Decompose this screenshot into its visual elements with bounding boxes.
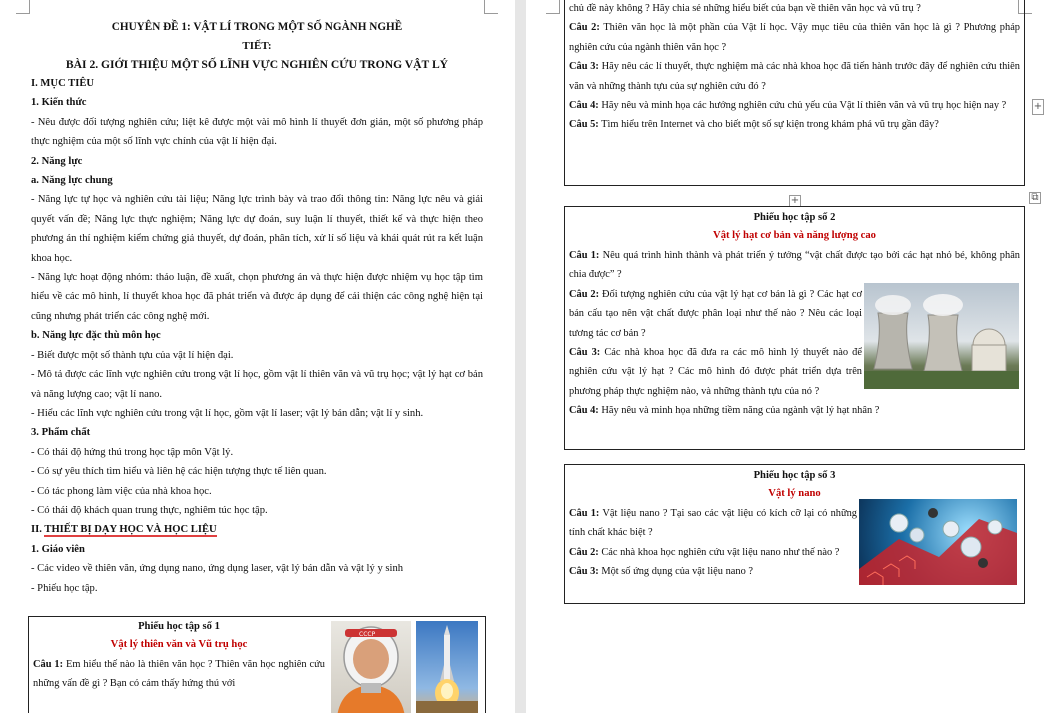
teacher-item-1: - Các video về thiên văn, ứng dụng nano, ứng dụng laser, vật lý bán dẫn và vật lý y sinh xyxy=(31,563,404,575)
worksheet-3-box xyxy=(564,464,1025,604)
worksheet-2-question-2 xyxy=(569,285,862,343)
question-text: Tìm hiểu trên Internet và cho biết một số sự kiện trong khám phá vũ trụ gần đây? xyxy=(601,119,939,131)
question-text: Hãy nêu và minh họa các hướng nghiên cứu chủ yếu của Vật lí thiên văn và vũ trụ học hiện nay ? xyxy=(601,100,1007,112)
worksheet-2-question-3 xyxy=(569,343,862,401)
quality-item-1: - Có thái độ hứng thú trong học tập môn Vật lý. xyxy=(31,446,234,458)
quality-item-3: - Có tác phong làm việc của nhà khoa học. xyxy=(31,485,212,497)
question-label: Câu 2: xyxy=(569,288,600,300)
worksheet-2-question-4 xyxy=(569,401,1020,420)
specific-item-1: - Biết được một số thành tựu của vật lí hiện đại. xyxy=(31,349,234,361)
specific-item-2: - Mô tả được các lĩnh vực nghiên cứu trong vật lí học, gồm vật lí thiên văn và vũ trụ học; vật lý hạt cơ bản và năng lượng cao; vật lí nano. xyxy=(31,369,483,400)
general-competence-paragraph: - Năng lực tự học và nghiên cứu tài liệu; Năng lực trình bày và trao đổi thông tin: Năng lực nêu và giải quyết vấn đề; Năng lực thực nghiệm; Năng lực dự đoán, suy luận lí thuyết, thiết kế và thực hiện theo phương án thí nghiệm kiểm chứng giả thuyết, dự đoán, phân tích, xử lí số liệu và khái quát rút ra kết luận khoa học. xyxy=(31,194,483,264)
worksheet-3-title: Phiếu học tập số 3 xyxy=(753,470,836,481)
table-add-column-plus-icon[interactable]: + xyxy=(1032,99,1044,115)
question-label: Câu 1: xyxy=(33,659,64,670)
quality-item-4: - Có thái độ khách quan trung thực, nghiêm túc học tập. xyxy=(31,504,268,516)
rocket-launch-image xyxy=(416,621,478,713)
worksheet-1-question-1 xyxy=(33,655,325,694)
section-objectives-heading: I. MỤC TIÊU xyxy=(31,78,95,89)
knowledge-paragraph: - Nêu được đối tượng nghiên cứu; liệt kê được một vài mô hình lí thuyết đơn giản, một số phương pháp thực nghiệm của một số lĩnh vực chính của vật lí hiện đại. xyxy=(31,116,483,148)
table-add-row-plus-icon[interactable]: + xyxy=(790,195,800,206)
section-equipment-title: THIẾT BỊ DẠY HỌC VÀ HỌC LIỆU xyxy=(44,524,217,536)
worksheet-2-title: Phiếu học tập số 2 xyxy=(753,212,836,223)
worksheet-2-question-1 xyxy=(569,246,1020,285)
nanotube-image xyxy=(859,499,1017,585)
question-label: Câu 3: xyxy=(569,566,599,578)
question-label: Câu 3: xyxy=(569,347,601,359)
crop-mark-top-right xyxy=(484,0,498,14)
question-text: Hãy nêu các lí thuyết, thực nghiệm mà các nhà khoa học đã tiến hành trước đây để nghiên cứu thiên văn và những thành tựu của sự nghiên cứu đó ? xyxy=(569,61,1020,92)
worksheet-1-question-5 xyxy=(569,115,1020,134)
question-text: Thiên văn học là một phần của Vật lí học. Vậy mục tiêu của thiên văn học là gì ? Phương pháp nghiên cứu của ngành thiên văn học ? xyxy=(569,22,1021,53)
worksheet-1-question-1-continued: chủ đề này không ? Hãy chia sẻ những hiểu biết của bạn về thiên văn học và vũ trụ ? xyxy=(569,3,921,14)
worksheet-1-continuation-box xyxy=(564,0,1025,186)
competence-heading: 2. Năng lực xyxy=(31,155,83,167)
question-label: Câu 1: xyxy=(569,250,600,261)
question-label: Câu 2: xyxy=(569,22,600,34)
document-page-left xyxy=(0,0,515,713)
question-text: Các nhà khoa học đã đưa ra các mô hình lý thuyết nào để nghiên cứu vật lý hạt ? Các mô hình đó được phát triển dựa trên phương pháp thực nghiệm nào, và những thành tựu của nó ? xyxy=(569,347,862,397)
teacher-item-2: - Phiếu học tập. xyxy=(31,582,98,594)
worksheet-1-question-4 xyxy=(569,96,1020,115)
question-label: Câu 2: xyxy=(569,546,599,558)
question-text: Vật liệu nano ? Tại sao các vật liệu có kích cỡ lại có những tính chất khác biệt ? xyxy=(569,508,857,539)
worksheet-2-box xyxy=(564,206,1025,450)
worksheet-1-question-3 xyxy=(569,57,1020,96)
question-label: Câu 3: xyxy=(569,61,599,73)
qualities-heading: 3. Phẩm chất xyxy=(31,427,91,439)
group-work-paragraph: - Năng lực hoạt động nhóm: thảo luận, đề xuất, chọn phương án và thực hiện được nhiệm vụ học tập tìm hiểu về các mô hình, lí thuyết khoa học đã phát triển và được áp dụng để cải thiện các công nghệ hiện tại cũng nhưng phát triển các công nghệ mới. xyxy=(31,272,483,322)
period-label: TIẾT: xyxy=(242,40,272,52)
worksheet-1-box xyxy=(28,616,486,713)
table-move-handle-icon[interactable]: ⧉ xyxy=(1029,192,1041,204)
question-label: Câu 4: xyxy=(569,100,599,112)
question-text: Hãy nêu và minh họa những tiềm năng của ngành vật lý hạt nhân ? xyxy=(601,405,880,417)
specific-item-3: - Hiểu các lĩnh vực nghiên cứu trong vật lí học, gồm vật lí laser; vật lý bán dẫn; vật lí y sinh. xyxy=(31,407,424,419)
crop-mark-top-left xyxy=(16,0,30,14)
nuclear-plant-image xyxy=(864,283,1019,389)
general-competence-heading: a. Năng lực chung xyxy=(31,175,113,187)
worksheet-1-title: Phiếu học tập số 1 xyxy=(138,621,220,632)
document-page-right xyxy=(526,0,1051,713)
specific-competence-heading: b. Năng lực đặc thù môn học xyxy=(31,330,161,342)
crop-mark-top-left xyxy=(546,0,560,14)
question-label: Câu 1: xyxy=(569,508,600,519)
worksheet-1-subtitle: Vật lý thiên văn và Vũ trụ học xyxy=(110,639,248,650)
question-text: Nêu quá trình hình thành và phát triển ý tưởng “vật chất được tạo bởi các hạt nhỏ bé, không phân chia được” ? xyxy=(569,250,1021,281)
quality-item-2: - Có sự yêu thích tìm hiểu và liên hệ các hiện tượng thực tế liên quan. xyxy=(31,466,327,478)
section-equipment-heading xyxy=(31,520,483,539)
worksheet-2-subtitle: Vật lý hạt cơ bản và năng lượng cao xyxy=(713,230,876,241)
lesson-title: BÀI 2. GIỚI THIỆU MỘT SỐ LĨNH VỰC NGHIÊN CỨU TRONG VẬT LÝ xyxy=(65,58,449,71)
worksheet-1-question-2 xyxy=(569,18,1020,57)
chapter-title: CHUYÊN ĐỀ 1: VẬT LÍ TRONG MỘT SỐ NGÀNH NGHỀ xyxy=(111,21,403,33)
worksheet-3-question-2 xyxy=(569,543,857,562)
knowledge-heading: 1. Kiến thức xyxy=(31,97,87,109)
question-text: Em hiểu thế nào là thiên văn học ? Thiên văn học nghiên cứu những vấn đề gì ? Bạn có cảm thấy hứng thú với xyxy=(33,659,325,690)
svg-text:CCCP: CCCP xyxy=(359,631,376,638)
question-label: Câu 5: xyxy=(569,119,599,131)
question-text: Các nhà khoa học nghiên cứu vật liệu nano như thế nào ? xyxy=(601,546,840,558)
question-text: Đối tượng nghiên cứu của vật lý hạt cơ bản là gì ? Các hạt cơ bản cấu tạo nên vật chất được phân loại như thế nào ? Nêu các loại tương tác cơ bản ? xyxy=(569,288,862,339)
section-equipment-number: II. xyxy=(31,524,42,536)
question-label: Câu 4: xyxy=(569,405,599,417)
worksheet-3-question-1 xyxy=(569,504,857,543)
worksheet-3-subtitle: Vật lý nano xyxy=(768,488,821,499)
teacher-heading: 1. Giáo viên xyxy=(31,543,85,555)
question-text: Một số ứng dụng của vật liệu nano ? xyxy=(601,566,753,578)
astronaut-image xyxy=(331,621,411,713)
